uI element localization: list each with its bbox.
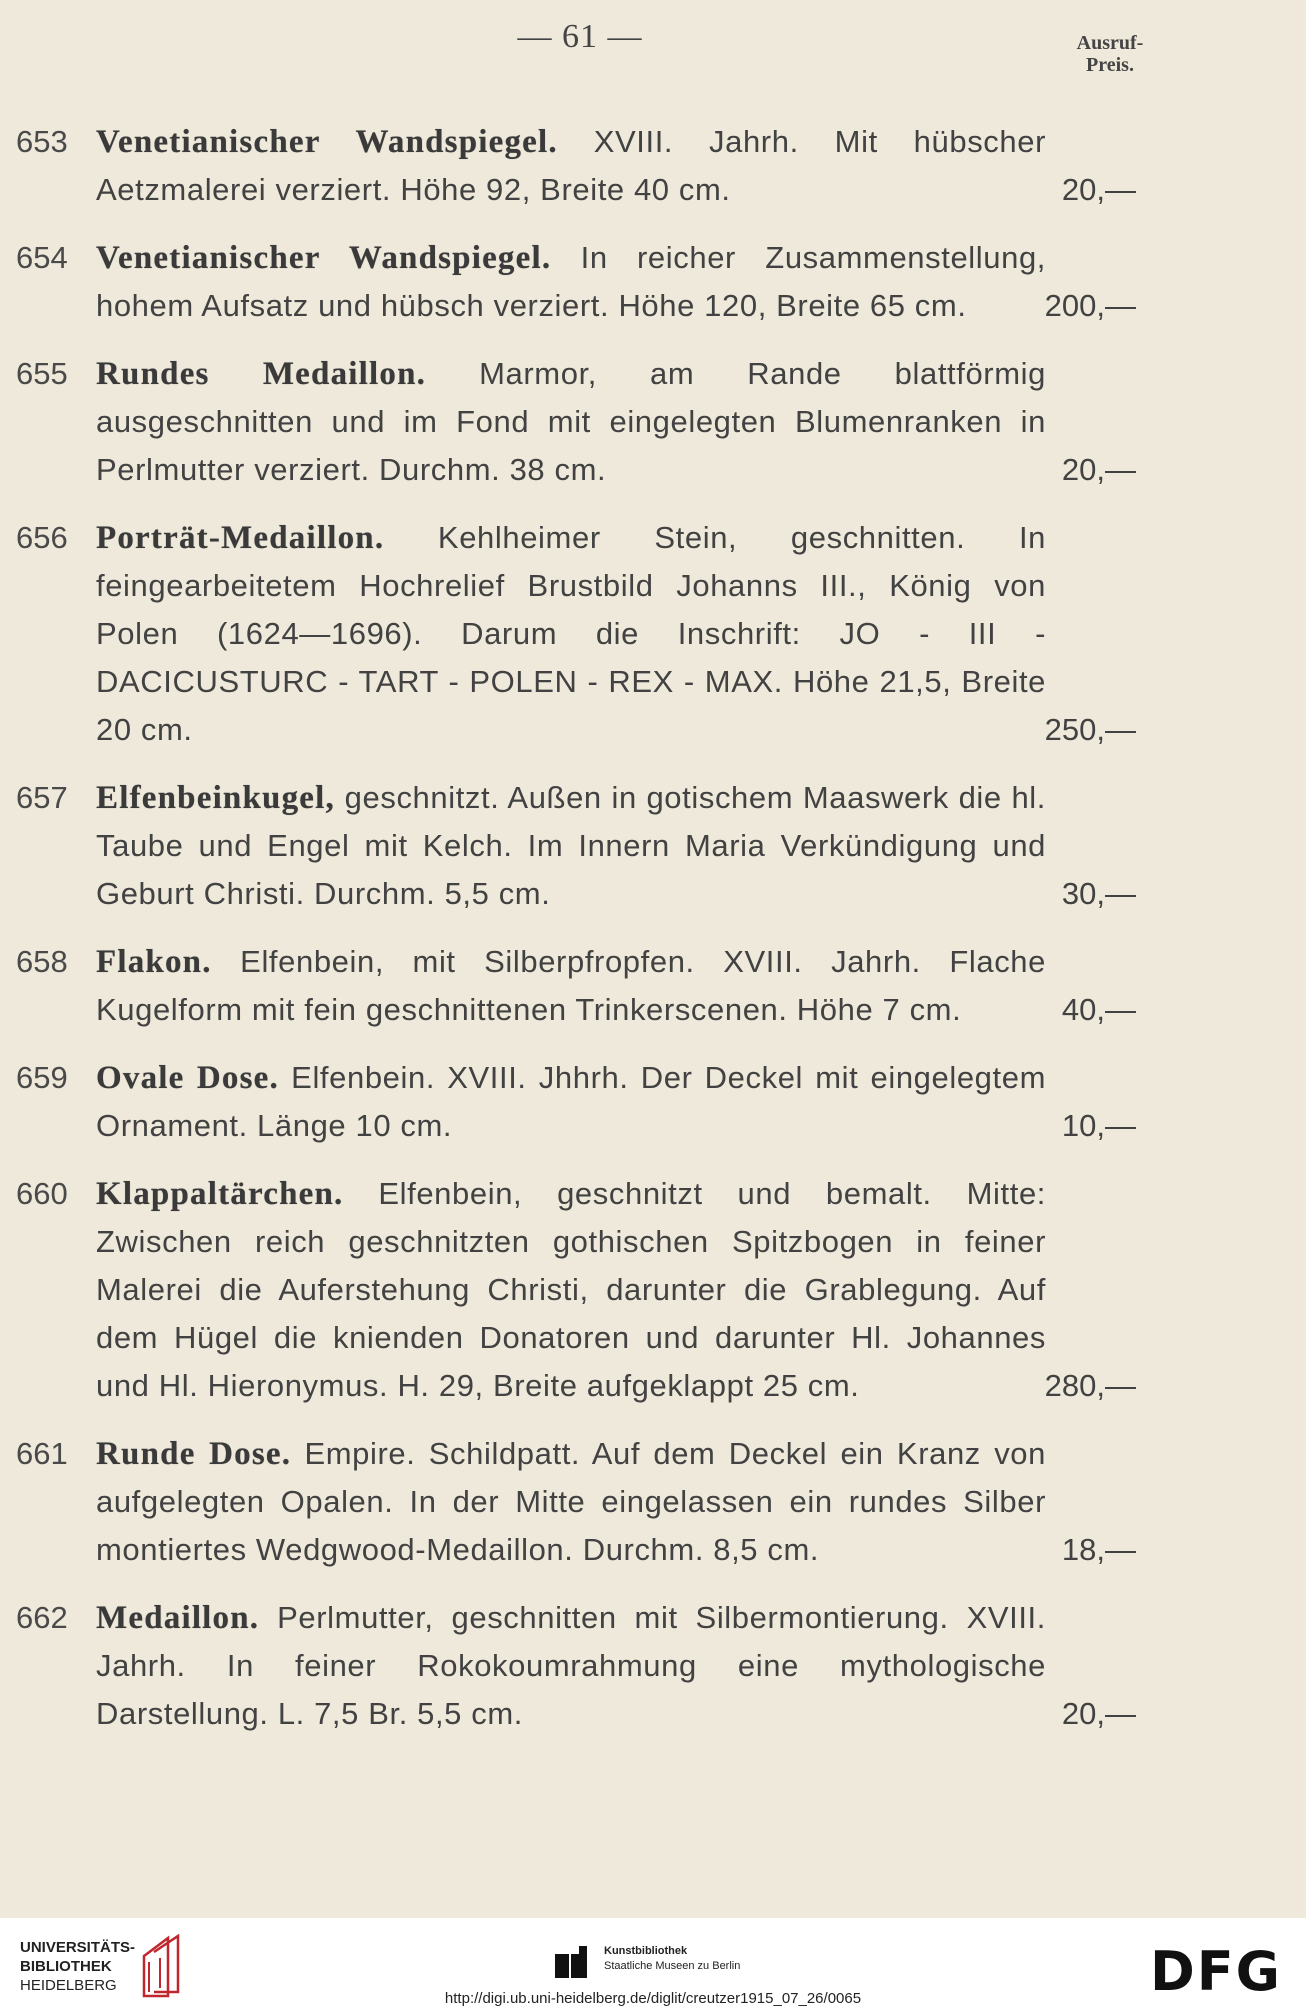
entry-price: 30,—: [1050, 870, 1136, 918]
entry-title: Flakon.: [96, 944, 212, 980]
ub-logo-line1: UNIVERSITÄTS-: [20, 1939, 136, 1956]
ub-logo-line2: BIBLIOTHEK: [20, 1958, 112, 1975]
entry-title: Elfenbeinkugel,: [96, 780, 335, 816]
entry-number: 660: [16, 1176, 68, 1211]
entry-number: 661: [16, 1436, 68, 1471]
entry-body: Perlmutter, geschnitten mit Silbermontierung. XVIII. Jahrh. In feiner Rokokoumrahmung eine mythologische Darstellung. L. 7,5 Br. 5,5 cm.: [96, 1600, 1046, 1731]
entry-price: 280,—: [1033, 1362, 1136, 1410]
entry-body: geschnitzt. Außen in gotischem Maaswerk die hl. Taube und Engel mit Kelch. Im Innern Maria Verkündigung und Geburt Christi. Durchm. 5,5 cm.: [96, 780, 1046, 911]
entry-price: 20,—: [1050, 1690, 1136, 1738]
price-column-heading: [1050, 32, 1170, 76]
catalog-entries: [0, 118, 1306, 1758]
entry-number: 659: [16, 1060, 68, 1095]
catalog-entry: [0, 1170, 1306, 1410]
entry-title: Ovale Dose.: [96, 1060, 279, 1096]
entry-body: Elfenbein, mit Silberpfropfen. XVIII. Jahrh. Flache Kugelform mit fein geschnittenen Trinkerscenen. Höhe 7 cm.: [96, 944, 1046, 1027]
entry-price: 200,—: [1033, 282, 1136, 330]
entry-description: [96, 1430, 1046, 1574]
kb-label-line1: Kunstbibliothek: [604, 1945, 688, 1957]
entry-body: Elfenbein. XVIII. Jhhrh. Der Deckel mit eingelegtem Ornament. Länge 10 cm.: [96, 1060, 1046, 1143]
catalog-entry: [0, 938, 1306, 1034]
entry-number: 656: [16, 520, 68, 555]
entry-body: Marmor, am Rande blattförmig ausgeschnitten und im Fond mit eingelegten Blumenranken in Perlmutter verziert. Durchm. 38 cm.: [96, 356, 1046, 487]
catalog-entry: [0, 350, 1306, 494]
entry-description: [96, 1594, 1046, 1738]
entry-description: [96, 1054, 1046, 1150]
price-heading-line1: Ausruf-: [1076, 32, 1144, 54]
permalink-url[interactable]: http://digi.ub.uni-heidelberg.de/diglit/creutzer1915_07_26/0065: [444, 1990, 862, 2007]
entry-description: [96, 774, 1046, 918]
entry-title: Runde Dose.: [96, 1436, 292, 1472]
entry-number: 657: [16, 780, 68, 815]
ub-heidelberg-logo[interactable]: [20, 1938, 135, 1995]
entry-price: 18,—: [1050, 1526, 1136, 1574]
entry-description: [96, 350, 1046, 494]
entry-description: [96, 234, 1046, 330]
page-number: — 61 —: [517, 18, 643, 55]
entry-body: XVIII. Jahrh. Mit hübscher Aetzmalerei verziert. Höhe 92, Breite 40 cm.: [96, 124, 1046, 207]
entry-title: Medaillon.: [96, 1600, 260, 1636]
catalog-entry: [0, 514, 1306, 754]
entry-body: Empire. Schildpatt. Auf dem Deckel ein Kranz von aufgelegten Opalen. In der Mitte eingelassen ein rundes Silber montiertes Wedgwood-Medaillon. Durchm. 8,5 cm.: [96, 1436, 1046, 1567]
catalog-entry: [0, 1430, 1306, 1574]
price-heading-line2: Preis.: [1086, 54, 1134, 76]
kb-label-line2: Staatliche Museen zu Berlin: [604, 1960, 741, 1972]
entry-description: [96, 514, 1046, 754]
entry-price: 20,—: [1050, 166, 1136, 214]
entry-title: Porträt-Medaillon.: [96, 520, 385, 556]
entry-number: 653: [16, 124, 68, 159]
kunstbibliothek-logo-icon[interactable]: [553, 1944, 589, 1980]
catalog-entry: [0, 234, 1306, 330]
entry-body: Elfenbein, geschnitzt und bemalt. Mitte: Zwischen reich geschnitzten gothischen Spitzbogen in feiner Malerei die Auferstehung Christi, darunter die Grablegung. Auf dem Hügel die knienden Donatoren und darunter Hl. Johannes und Hl. Hieronymus. H. 29, Breite aufgeklappt 25 cm.: [96, 1176, 1046, 1403]
entry-price: 250,—: [1033, 706, 1136, 754]
digitization-footer: [0, 1918, 1306, 2014]
catalog-entry: [0, 774, 1306, 918]
entry-description: [96, 1170, 1046, 1410]
entry-price: 20,—: [1050, 446, 1136, 494]
entry-body: In reicher Zusammenstellung, hohem Aufsatz und hübsch verziert. Höhe 120, Breite 65 cm.: [96, 240, 1046, 323]
entry-description: [96, 118, 1046, 214]
catalog-entry: [0, 1594, 1306, 1738]
entry-number: 658: [16, 944, 68, 979]
entry-description: [96, 938, 1046, 1034]
catalog-entry: [0, 118, 1306, 214]
entry-price: 40,—: [1050, 986, 1136, 1034]
entry-body: Kehlheimer Stein, geschnitten. In feingearbeitetem Hochrelief Brustbild Johanns III., König von Polen (1624—1696). Darum die Inschrift: JO - III - DACICUSTURC - TART - POLEN - REX - MAX. Höhe 21,5, Breite 20 cm.: [96, 520, 1046, 747]
entry-title: Rundes Medaillon.: [96, 356, 427, 392]
entry-title: Venetianischer Wandspiegel.: [96, 240, 552, 276]
entry-number: 662: [16, 1600, 68, 1635]
entry-price: 10,—: [1050, 1102, 1136, 1150]
entry-number: 655: [16, 356, 68, 391]
kunstbibliothek-label: [604, 1944, 740, 1974]
entry-title: Venetianischer Wandspiegel.: [96, 124, 558, 160]
ub-logo-line3: HEIDELBERG: [20, 1977, 117, 1994]
entry-number: 654: [16, 240, 68, 275]
dfg-logo[interactable]: DFG: [1149, 1940, 1282, 2003]
entry-title: Klappaltärchen.: [96, 1176, 344, 1212]
catalog-entry: [0, 1054, 1306, 1150]
